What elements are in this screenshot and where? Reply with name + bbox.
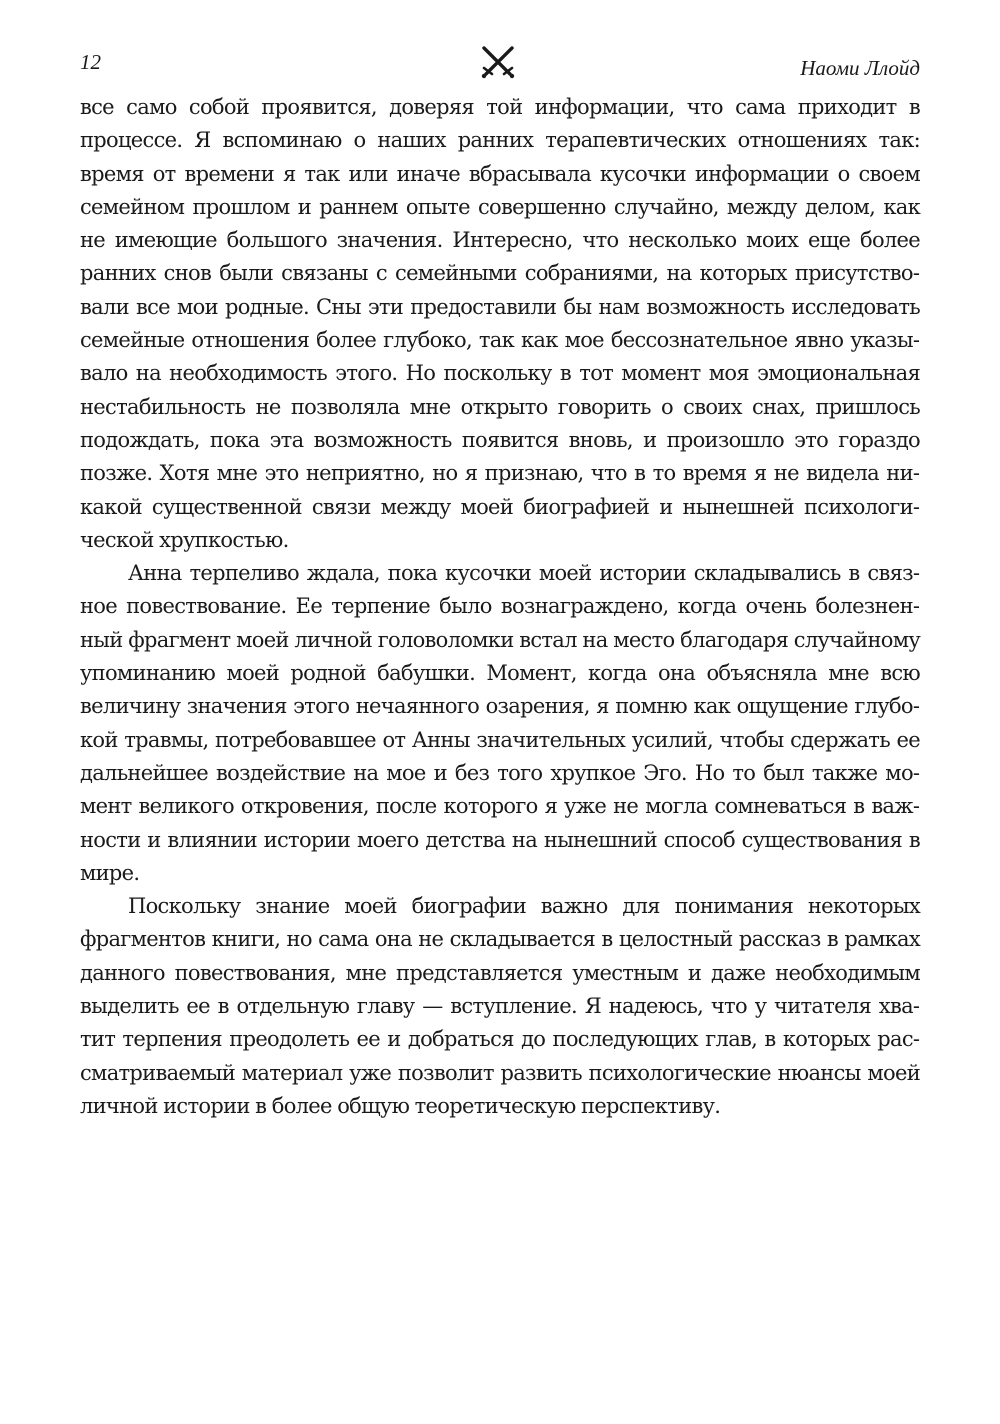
page-number: 12 bbox=[80, 50, 101, 74]
paragraph-2: Анна терпеливо ждала, пока кусочки моей истории складывались в связное повествование. Ее терпение было вознаграждено, когда очень болезненный фрагмент моей личной головоломки встал на место благодаря случайному упоминанию моей родной бабушки. Момент, когда она объясняла мне всю величину значения этого нечаянного озарения, я помню как ощущение глубокой травмы, потребовавшее от Анны значительных усилий, чтобы сдержать ее дальнейшее воздействие на мое и без того хрупкое Эго. Но то был также момент великого откровения, после которого я уже не могла сомневаться в важности и влиянии истории моего детства на нынешний способ существования в мире. bbox=[80, 561, 920, 885]
crossed-swords-icon bbox=[480, 44, 516, 80]
body-text bbox=[80, 91, 920, 1123]
paragraph-1: все само собой проявится, доверяя той информации, что сама приходит в процессе. Я вспоминаю о наших ранних терапевтических отношениях так: время от времени я так или иначе вбрасывала кусочки информации о своем семейном прошлом и раннем опыте совершенно случайно, между делом, как не имеющие большого значения. Интересно, что несколько моих еще более ранних снов были связаны с семейными собраниями, на которых присутствовали все мои родные. Сны эти предоставили бы нам возможность исследовать семейные отношения более глубоко, так как мое бессознательное явно указывало на необходимость этого. Но поскольку в тот момент моя эмоциональная нестабильность не позволяла мне открыто говорить о своих снах, пришлось подождать, пока эта возможность появится вновь, и произошло это гораздо позже. Хотя мне это неприятно, но я признаю, что в то время я не видела никакой существенной связи между моей биографией и нынешней психологической хрупкостью. bbox=[80, 95, 920, 552]
paragraph-3: Поскольку знание моей биографии важно для понимания некоторых фрагментов книги, но сама она не складывается в целостный рассказ в рамках данного повествования, мне представляется уместным и даже необходимым выделить ее в отдельную главу — вступление. Я надеюсь, что у читателя хватит терпения преодолеть ее и добраться до последующих глав, в которых рассматриваемый материал уже позволит развить психологические нюансы моей личной истории в более общую теоретическую перспективу. bbox=[80, 894, 920, 1118]
running-head-author: Наоми Ллойд bbox=[800, 56, 920, 80]
running-head bbox=[80, 40, 920, 90]
